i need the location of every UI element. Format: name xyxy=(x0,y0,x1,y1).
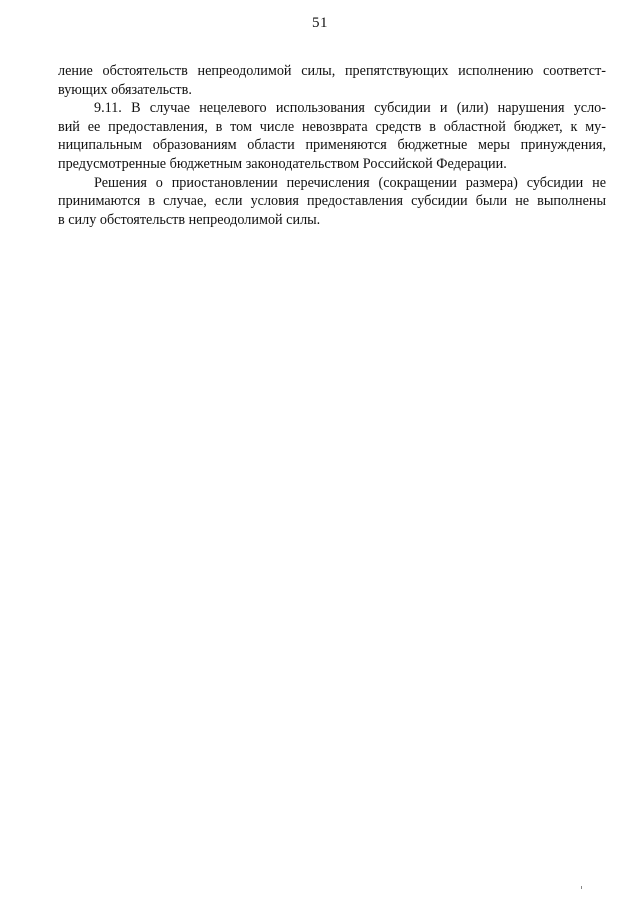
paragraph-decisions xyxy=(58,174,606,230)
page-number: 51 xyxy=(312,15,328,31)
scan-speck xyxy=(581,886,582,889)
document-body xyxy=(58,62,606,229)
text-line: вий ее предоставления, в том числе невозврата средств в областной бюджет, к му- xyxy=(58,118,606,135)
text-line: ниципальным образованиям области применяются бюджетные меры принуждения, xyxy=(58,137,606,154)
text-line: в силу обстоятельств непреодолимой силы. xyxy=(58,211,321,228)
text-line: принимаются в случае, если условия предоставления субсидии были не выполнены xyxy=(58,193,606,210)
text-line: 9.11. В случае нецелевого использования субсидии и (или) нарушения усло- xyxy=(94,100,606,117)
text-line: Решения о приостановлении перечисления (сокращении размера) субсидии не xyxy=(94,174,606,191)
paragraph-continuation xyxy=(58,62,606,99)
text-line: вующих обязательств. xyxy=(58,81,192,98)
text-line: ление обстоятельств непреодолимой силы, препятствующих исполнению соответст- xyxy=(58,63,606,79)
text-line: предусмотренные бюджетным законодательством Российской Федерации. xyxy=(58,155,507,172)
paragraph-9-11 xyxy=(58,99,606,173)
